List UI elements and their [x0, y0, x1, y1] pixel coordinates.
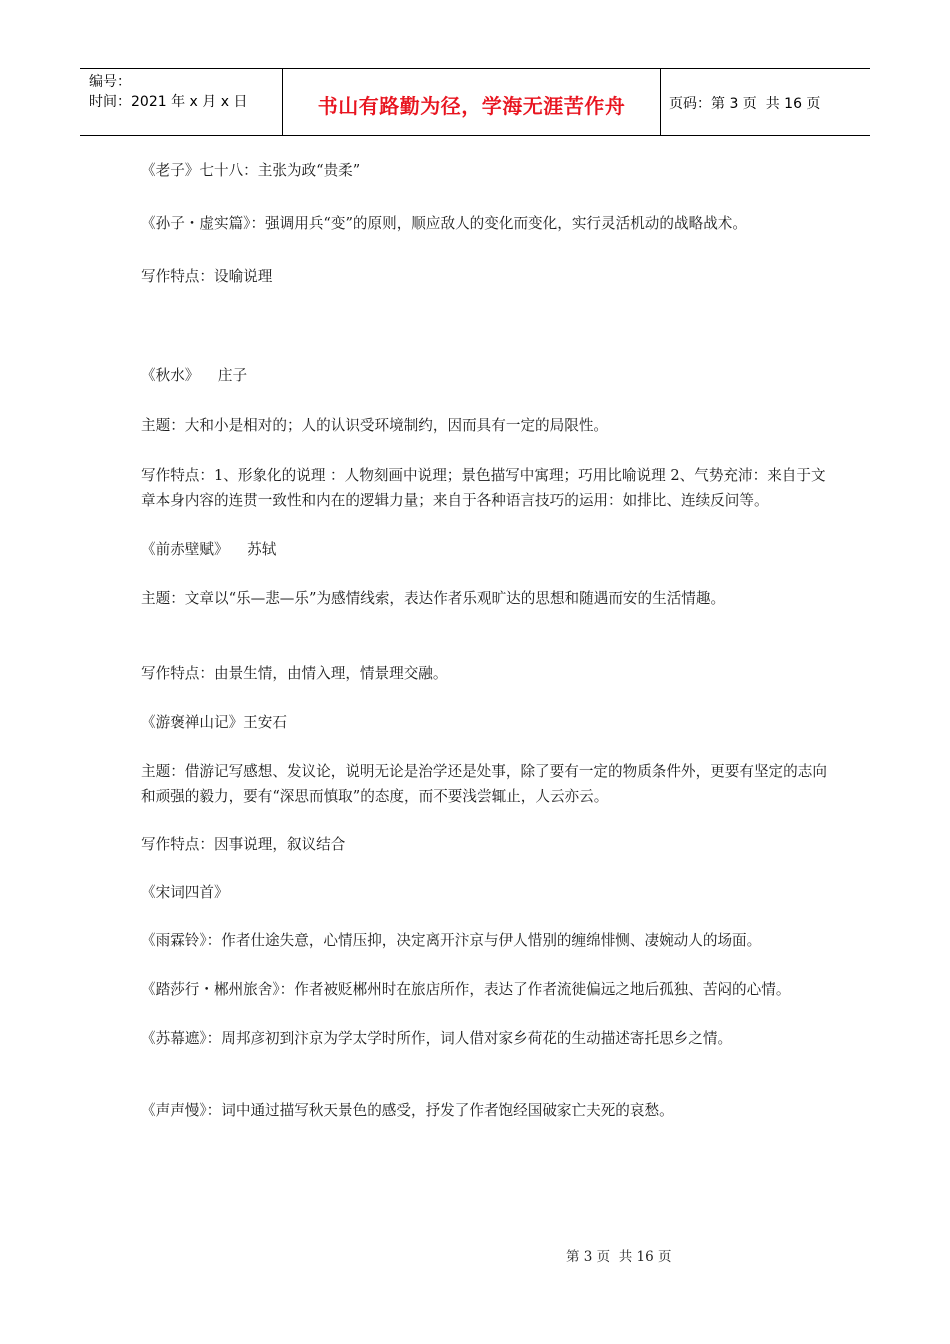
header-motto: 书山有路勤为径，学海无涯苦作舟: [283, 69, 661, 135]
paragraph: 《宋词四首》: [141, 884, 229, 901]
paragraph: 《雨霖铃》：作者仕途失意，心情压抑，决定离开汴京与伊人惜别的缠绵悱恻、凄婉动人的场面。: [141, 932, 762, 949]
paragraph: 主题：文章以“乐—悲—乐”为感情线索，表达作者乐观旷达的思想和随遇而安的生活情趣。: [141, 590, 726, 607]
paragraph: 写作特点：设喻说理: [141, 268, 273, 285]
paragraph: 写作特点：由景生情，由情入理，情景理交融。: [141, 665, 448, 682]
page-footer-number: 第 3 页 共 16 页: [566, 1249, 672, 1265]
paragraph: 《苏幕遮》：周邦彦初到汴京为学太学时所作，词人借对家乡荷花的生动描述寄托思乡之情。: [141, 1030, 733, 1047]
document-number-label: 编号：: [89, 74, 131, 90]
paragraph: 《游褒禅山记》王安石: [141, 714, 287, 731]
paragraph: 《老子》七十八：主张为政“贵柔”: [141, 162, 361, 179]
document-date-label: 时间：2021 年 x 月 x 日: [89, 94, 248, 110]
page-header: [80, 68, 870, 136]
paragraph: 写作特点：因事说理，叙议结合: [141, 836, 346, 853]
paragraph: 《声声慢》：词中通过描写秋天景色的感受，抒发了作者饱经国破家亡夫死的哀愁。: [141, 1102, 674, 1119]
paragraph: 《孙子・虚实篇》：强调用兵“变”的原则，顺应敌人的变化而变化，实行灵活机动的战略战术。: [141, 215, 747, 232]
paragraph: 《前赤壁赋》 苏轼: [141, 541, 277, 558]
paragraph: 主题：大和小是相对的；人的认识受环境制约，因而具有一定的局限性。: [141, 417, 609, 434]
paragraph: 主题：借游记写感想、发议论，说明无论是治学还是处事，除了要有一定的物质条件外，更要有坚定的志向和顽强的毅力，要有“深思而慎取”的态度，而不要浅尝辄止，人云亦云。: [141, 763, 827, 805]
paragraph: 《秋水》 庄子: [141, 367, 248, 384]
paragraph: 写作特点：1、形象化的说理 ：人物刻画中说理；景色描写中寓理；巧用比喻说理 2、气势充沛：来自于文章本身内容的连贯一致性和内在的逻辑力量；来自于各种语言技巧的运用：如排比、连续反问等。: [141, 467, 826, 509]
header-meta: [80, 69, 283, 135]
document-body: [141, 158, 831, 1123]
paragraph: 《踏莎行・郴州旅舍》：作者被贬郴州时在旅店所作，表达了作者流徙偏远之地后孤独、苦闷的心情。: [141, 981, 791, 998]
header-page-info: 页码：第 3 页 共 16 页: [669, 96, 821, 112]
